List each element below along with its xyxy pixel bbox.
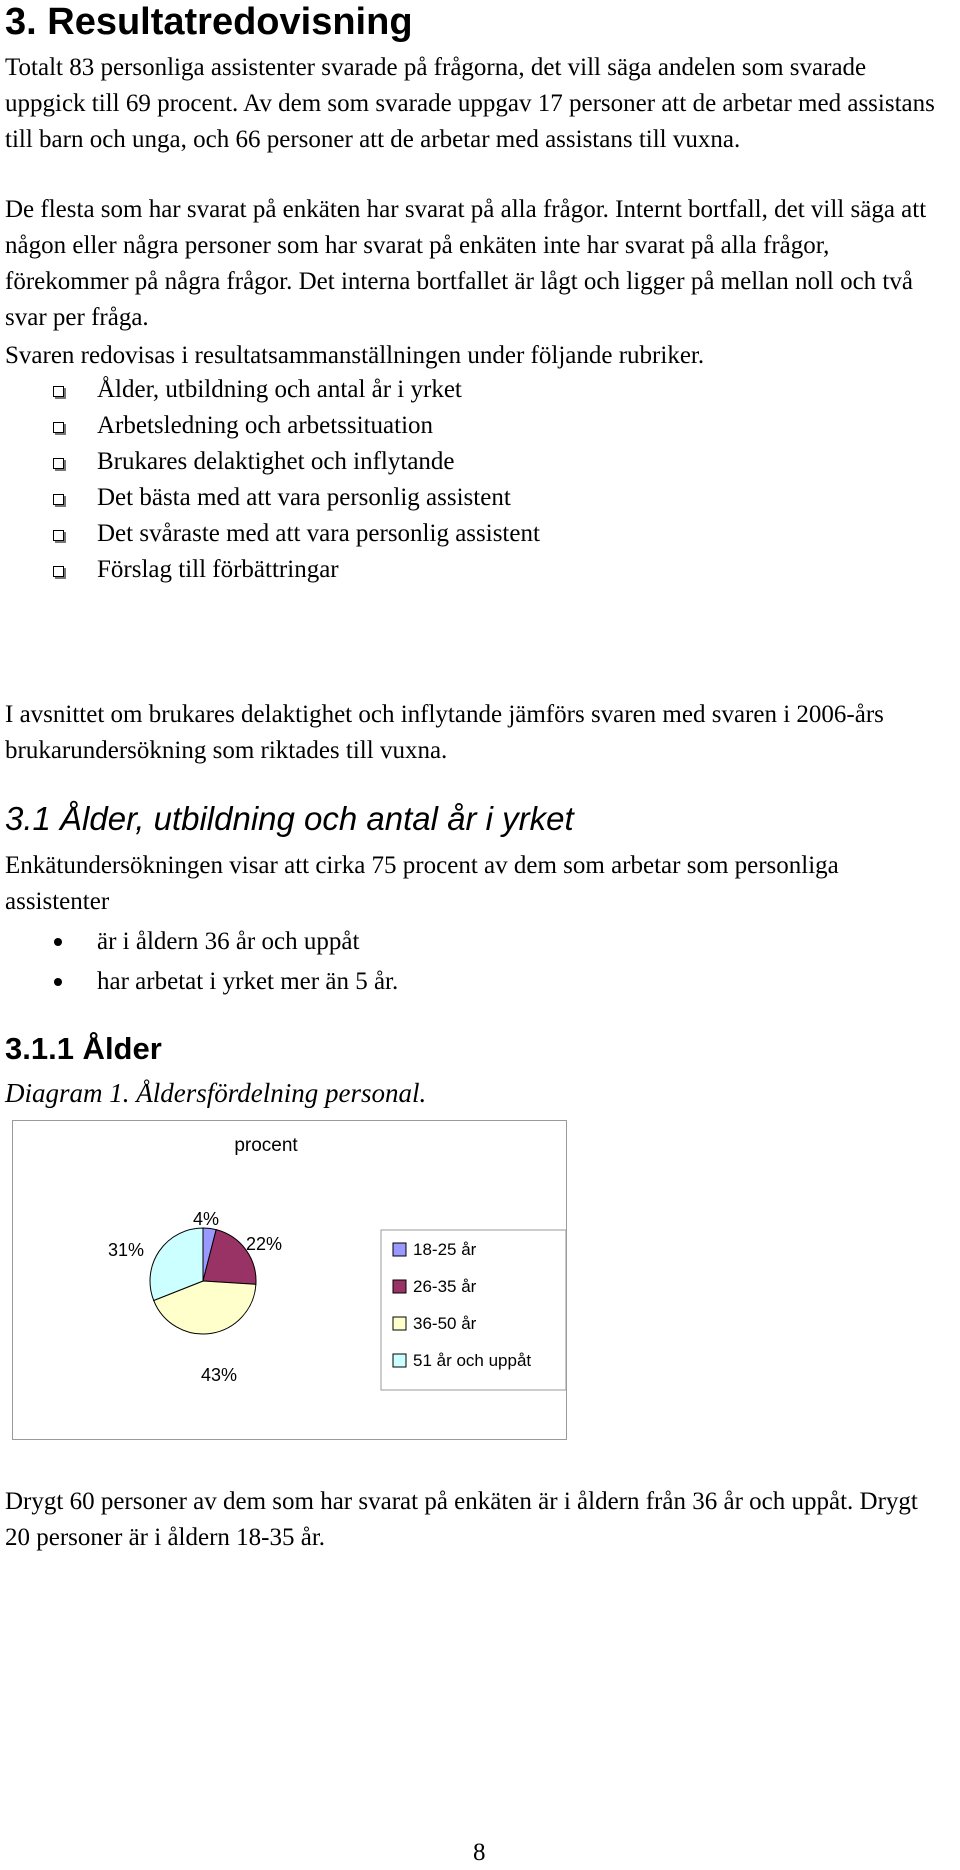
paragraph-survey-summary: Enkätundersökningen visar att cirka 75 procent av dem som arbetar som personliga assistenter	[5, 852, 839, 915]
legend-label: 18-25 år	[413, 1240, 477, 1259]
checkbox-bullet-icon	[53, 494, 64, 505]
bullet-dot-icon	[54, 978, 62, 986]
checkbox-bullet-icon	[53, 422, 64, 433]
legend-swatch	[393, 1354, 406, 1367]
slice-label: 22%	[245, 1234, 283, 1254]
summary-bullets	[5, 922, 398, 1002]
section-heading: 3. Resultatredovisning	[5, 1, 413, 43]
slice-label: 4%	[192, 1209, 220, 1229]
checkbox-bullet-icon	[53, 566, 64, 577]
list-item: Det svåraste med att vara personlig assistent	[5, 516, 540, 552]
legend-swatch	[393, 1317, 406, 1330]
list-item: Ålder, utbildning och antal år i yrket	[5, 372, 540, 408]
list-item: Det bästa med att vara personlig assistent	[5, 480, 540, 516]
paragraph-headings-intro: Svaren redovisas i resultatsammanställningen under följande rubriker.	[5, 342, 705, 369]
list-item: är i åldern 36 år och uppåt	[5, 922, 398, 962]
age-pie-chart	[13, 1121, 566, 1439]
legend-swatch	[393, 1243, 406, 1256]
pie-chart-frame	[12, 1120, 567, 1440]
legend-swatch	[393, 1280, 406, 1293]
legend-label: 51 år och uppåt	[413, 1351, 532, 1370]
paragraph-response-rate: Totalt 83 personliga assistenter svarade på frågorna, det vill säga andelen som svarade uppgick till 69 procent. Av dem som svarade uppgav 17 personer att de arbetar med assistans till barn och unga, och 66 personer att de arbetar med assistans till vuxna.	[5, 54, 935, 153]
checkbox-bullet-icon	[53, 386, 64, 397]
bullet-dot-icon	[54, 938, 62, 946]
slice-label: 43%	[200, 1365, 238, 1385]
list-item: har arbetat i yrket mer än 5 år.	[5, 962, 398, 1002]
legend-label: 36-50 år	[413, 1314, 477, 1333]
document-page	[5, 0, 950, 1870]
subsection-heading: 3.1 Ålder, utbildning och antal år i yrket	[5, 800, 574, 837]
list-item: Brukares delaktighet och inflytande	[5, 444, 540, 480]
diagram-caption: Diagram 1. Åldersfördelning personal.	[5, 1078, 427, 1108]
list-item: Arbetsledning och arbetssituation	[5, 408, 540, 444]
paragraph-age-result: Drygt 60 personer av dem som har svarat på enkäten är i åldern från 36 år och uppåt. Drygt 20 personer är i åldern 18-35 år.	[5, 1488, 918, 1551]
headings-list	[5, 372, 540, 588]
page-number: 8	[473, 1839, 486, 1866]
slice-label: 31%	[107, 1240, 145, 1260]
paragraph-dropout: De flesta som har svarat på enkäten har svarat på alla frågor. Internt bortfall, det vill säga att någon eller några personer som har svarat på enkäten inte har svarat på alla frågor, förekommer på några frågor. Det interna bortfallet är lågt och ligger på mellan noll och två svar per fråga.	[5, 196, 927, 331]
chart-title: procent	[234, 1135, 298, 1156]
checkbox-bullet-icon	[53, 530, 64, 541]
checkbox-bullet-icon	[53, 458, 64, 469]
list-item: Förslag till förbättringar	[5, 552, 540, 588]
legend-label: 26-35 år	[413, 1277, 477, 1296]
subsubsection-heading: 3.1.1 Ålder	[5, 1031, 162, 1066]
paragraph-comparison: I avsnittet om brukares delaktighet och inflytande jämförs svaren med svaren i 2006-års brukarundersökning som riktades till vuxna.	[5, 701, 884, 764]
pie-slices	[150, 1228, 256, 1334]
